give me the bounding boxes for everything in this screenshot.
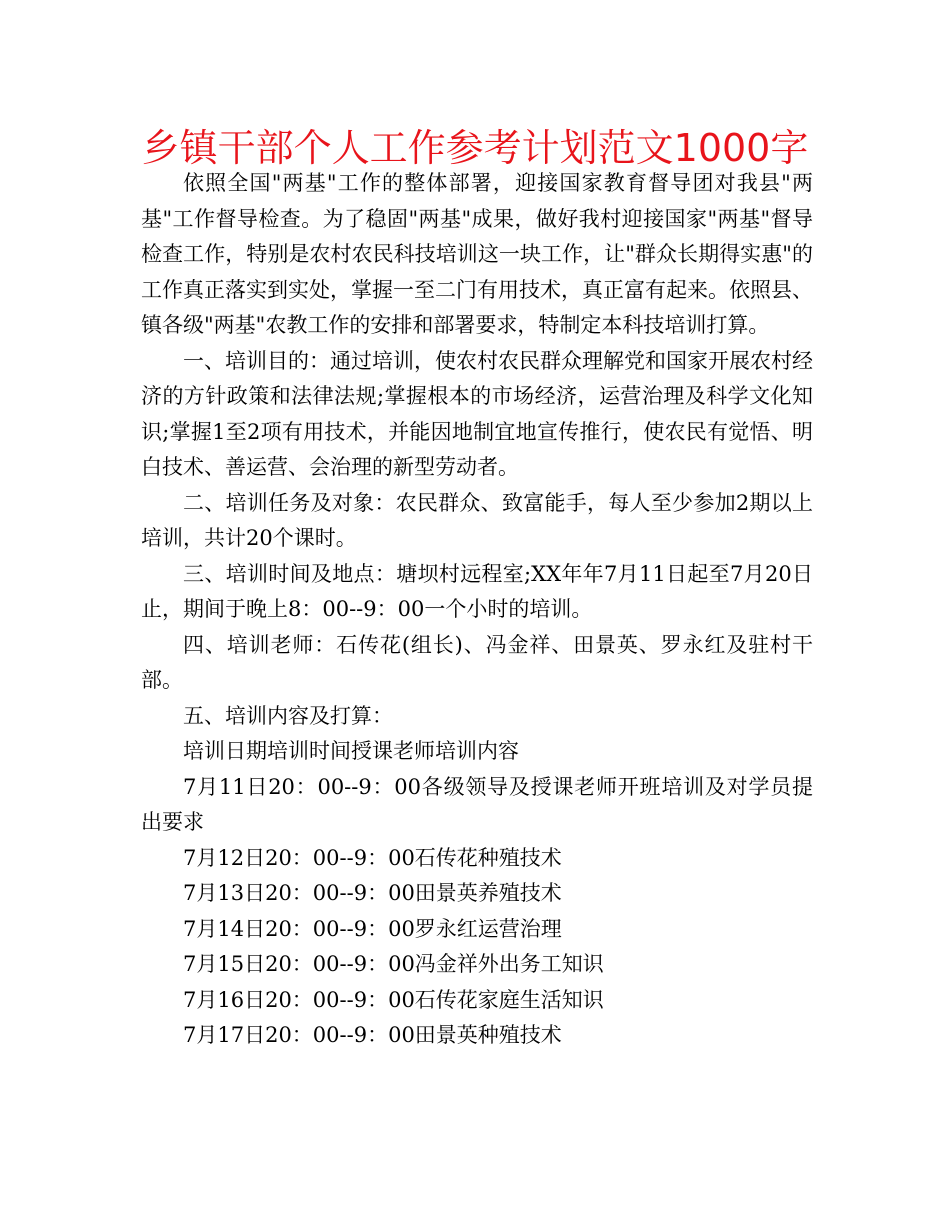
schedule-row: 7月14日20：00--9：00罗永红运营治理	[183, 916, 562, 941]
schedule-row: 7月12日20：00--9：00石传花种殖技术	[183, 845, 562, 870]
schedule-row: 7月15日20：00--9：00冯金祥外出务工知识	[183, 952, 604, 976]
paragraph-training-purpose: 一、培训目的：通过培训，使农村农民群众理解党和国家开展农村经济的方针政策和法律法规;掌握根本的市场经济，运营治理及科学文化知识;掌握1至2项有用技术，并能因地制宜地宣传推行，使农民有觉悟、明白技术、善运营、会治理的新型劳动者。	[141, 348, 813, 479]
schedule-row: 7月16日20：00--9：00石传花家庭生活知识	[183, 987, 604, 1012]
document-title: 乡镇干部个人工作参考计划范文1000字	[141, 126, 809, 170]
paragraph-training-time-place: 三、培训时间及地点：塘坝村远程室;XX年年7月11日起至7月20日止，期间于晚上8：00--9：00一个小时的培训。	[141, 561, 813, 621]
document-body	[141, 166, 813, 1054]
paragraph-training-content-heading: 五、培训内容及打算：	[183, 703, 393, 728]
paragraph-training-tasks: 二、培训任务及对象：农民群众、致富能手，每人至少参加2期以上培训，共计20个课时。	[141, 490, 813, 550]
schedule-header: 培训日期培训时间授课老师培训内容	[183, 739, 519, 763]
schedule-row: 7月11日20：00--9：00各级领导及授课老师开班培训及对学员提出要求	[141, 774, 813, 834]
paragraph-training-teachers: 四、培训老师：石传花(组长)、冯金祥、田景英、罗永红及驻村干部。	[141, 632, 813, 692]
schedule-row: 7月17日20：00--9：00田景英种殖技术	[183, 1023, 562, 1047]
schedule-row: 7月13日20：00--9：00田景英养殖技术	[183, 881, 562, 905]
paragraph-intro: 依照全国"两基"工作的整体部署，迎接国家教育督导团对我县"两基"工作督导检查。为了稳固"两基"成果，做好我村迎接国家"两基"督导检查工作，特别是农村农民科技培训这一块工作，让"群众长期得实惠"的工作真正落实到实处，掌握一至二门有用技术，真正富有起来。依照县、镇各级"两基"农教工作的安排和部署要求，特制定本科技培训打算。	[141, 171, 813, 337]
